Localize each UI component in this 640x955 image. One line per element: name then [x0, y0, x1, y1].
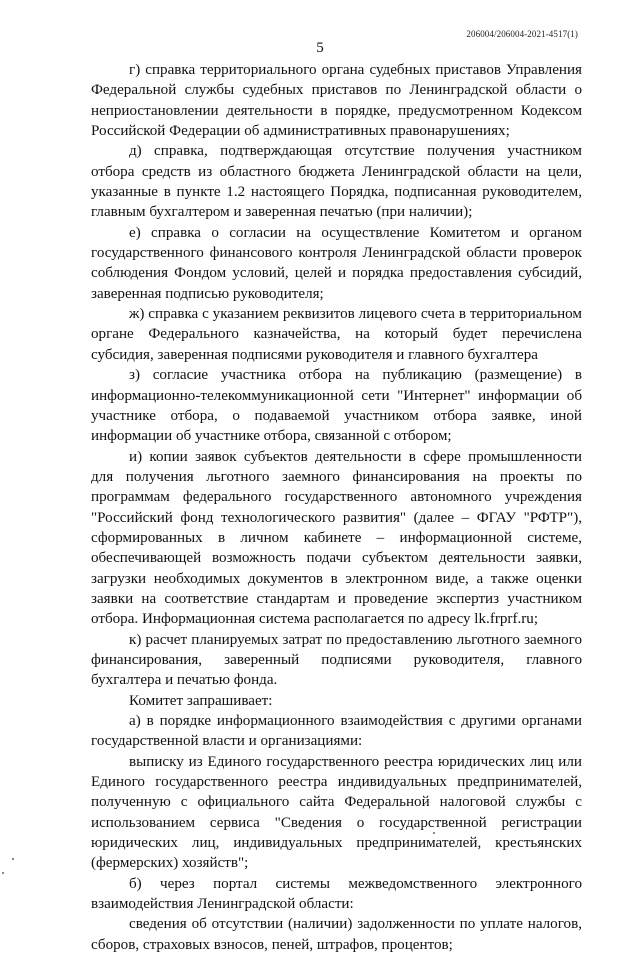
paragraph-z: з) согласие участника отбора на публикацию (размещение) в информационно-телекоммуникационной сети "Интернет" информации об участнике отбора, о подаваемой участником отбора заявке, иной информации об участнике отбора, связанной с отбором;: [91, 367, 582, 445]
paragraph-egrul-extract: выписку из Единого государственного реестра юридических лиц или Единого государственного реестра индивидуальных предпринимателей, полученную с официального сайта Федеральной налоговой службы с использованием сервиса "Сведения о государственной регистрации юридических лиц, индивидуальных предпринимателей, крестьянских (фермерских) хозяйств";: [91, 753, 582, 872]
paragraph-i: и) копии заявок субъектов деятельности в сфере промышленности для получения льготного заемного финансирования на проекты по программам федерального государственного автономного учреждения "Российский фонд технологического развития" (далее – ФГАУ "РФТР"), сформированных в личном кабинете – информационной системе, обеспечивающей возможность подачи субъектом деятельности заявки, загрузки необходимых документов в электронном виде, а также оценки заявки на соответствие стандартам и проведение экспертиз участником отбора. Информационная система располагается по адресу lk.frprf.ru;: [91, 448, 582, 628]
paragraph-b: б) через портал системы межведомственного электронного взаимодействия Ленинградской области:: [91, 875, 582, 913]
page-number: 5: [316, 40, 324, 56]
paragraph-g: г) справка территориального органа судебных приставов Управления Федеральной службы судебных приставов по Ленинградской области о неприостановлении деятельности в порядке, предусмотренном Кодексом Российской Федерации об административных правонарушениях;: [91, 62, 582, 140]
paragraph-e: е) справка о согласии на осуществление Комитетом и органом государственного финансового контроля Ленинградской области проверок соблюдения Фондом условий, целей и порядка предоставления субсидий, заверенная подписью руководителя;: [91, 224, 582, 302]
document-id: 206004/206004-2021-4517(1): [466, 29, 578, 39]
paragraph-committee-requests: Комитет запрашивает:: [129, 692, 273, 709]
scan-speck: [433, 832, 435, 834]
paragraph-k: к) расчет планируемых затрат по предоставлению льготного заемного финансирования, заверенный подписями руководителя, главного бухгалтера и печатью фонда.: [91, 631, 582, 689]
paragraph-d: д) справка, подтверждающая отсутствие получения участником отбора средств из областного бюджета Ленинградской области на цели, указанные в пункте 1.2 настоящего Порядка, подписанная руководителем, главным бухгалтером и заверенная печатью (при наличии);: [91, 143, 582, 221]
document-body: [91, 60, 582, 955]
scan-speck: [12, 858, 14, 860]
scan-speck: [2, 872, 4, 874]
paragraph-tax-debt-info: сведения об отсутствии (наличии) задолженности по уплате налогов, сборов, страховых взносов, пеней, штрафов, процентов;: [91, 916, 582, 953]
paragraph-a: а) в порядке информационного взаимодействия с другими органами государственной власти и организациями:: [91, 713, 582, 750]
paragraph-zh: ж) справка с указанием реквизитов лицевого счета в территориальном органе Федерального казначейства, на который будет перечислена субсидия, заверенная подписями руководителя и главного бухгалтера: [91, 306, 582, 363]
